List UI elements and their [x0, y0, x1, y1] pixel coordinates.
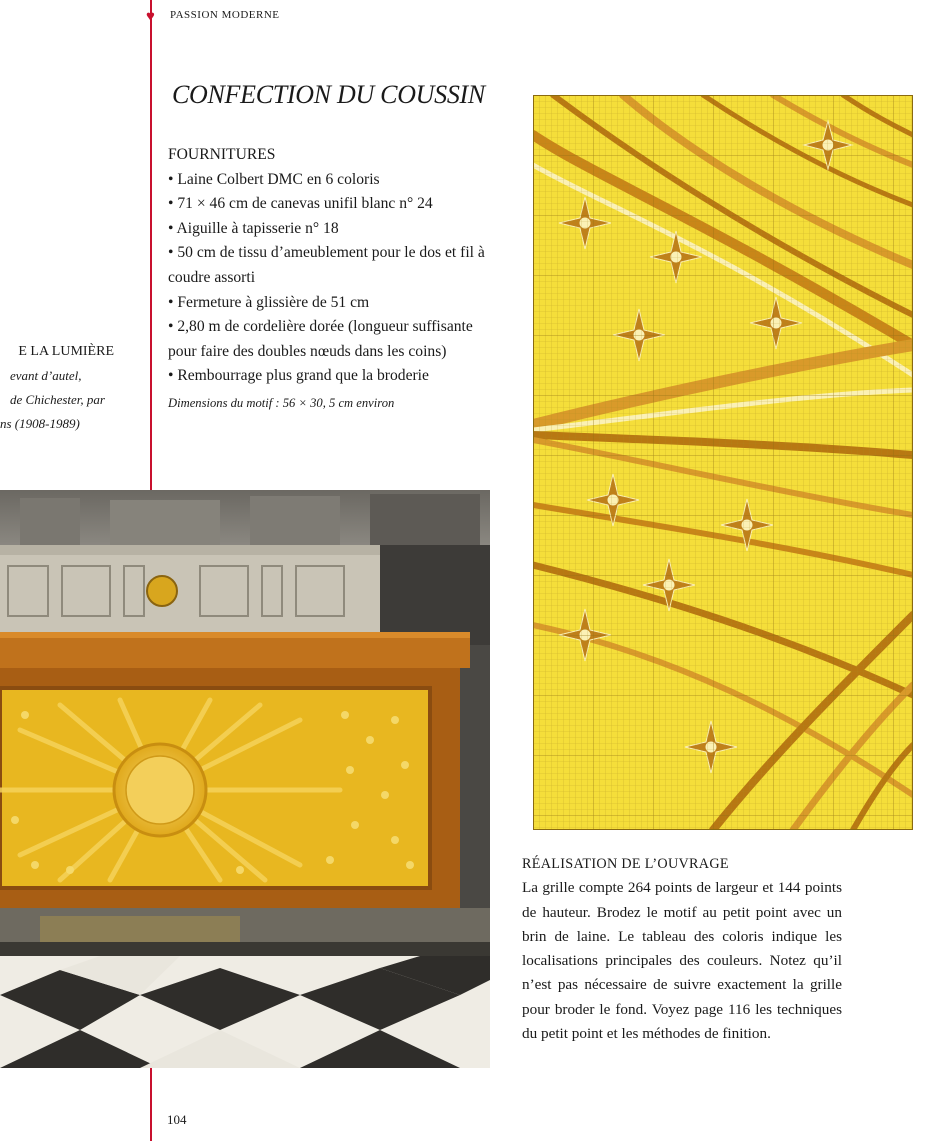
- page-number: 104: [167, 1112, 187, 1127]
- supplies-heading: FOURNITURES: [168, 146, 276, 163]
- photo-caption: [0, 340, 150, 436]
- section-title: CONFECTION DU COUSSIN: [172, 80, 485, 109]
- instructions-heading: RÉALISATION DE L’OUVRAGE: [522, 856, 729, 872]
- motif-dimensions: Dimensions du motif : 56 × 30, 5 cm environ: [168, 395, 395, 410]
- caption-line: evant d’autel,: [10, 368, 82, 383]
- caption-line: de Chichester, par: [10, 392, 105, 407]
- caption-line: ns (1908-1989): [0, 416, 80, 431]
- running-header: PASSION MODERNE: [170, 9, 280, 21]
- supply-item: • Aiguille à tapisserie n° 18: [168, 219, 339, 237]
- supply-item: • Rembourrage plus grand que la broderie: [168, 367, 429, 385]
- stitch-chart: [533, 95, 913, 830]
- supplies-list: [168, 143, 496, 413]
- altar-photo: [0, 490, 490, 1068]
- supply-item: • 2,80 m de cordelière dorée (longueur suffisante pour faire des doubles nœuds dans les coins): [168, 318, 473, 360]
- supply-item: • 71 × 46 cm de canevas unifil blanc n° 24: [168, 195, 433, 213]
- supply-item: • Fermeture à glissière de 51 cm: [168, 293, 370, 311]
- instructions-block: [522, 852, 842, 1046]
- heart-icon: ♥: [146, 9, 155, 25]
- instructions-text: La grille compte 264 points de largeur et 144 points de hauteur. Brodez le motif au petit point avec un brin de laine. Le tableau des coloris indique les localisations principales des couleurs. Notez qu’il n’est pas nécessaire de suivre exactement la grille pour broder le fond. Voyez page 116 les techniques du petit point et les méthodes de finition.: [522, 879, 842, 1043]
- supply-item: • 50 cm de tissu d’ameublement pour le dos et fil à coudre assorti: [168, 244, 485, 286]
- supply-item: • Laine Colbert DMC en 6 coloris: [168, 170, 380, 188]
- caption-title: E LA LUMIÈRE: [18, 344, 114, 359]
